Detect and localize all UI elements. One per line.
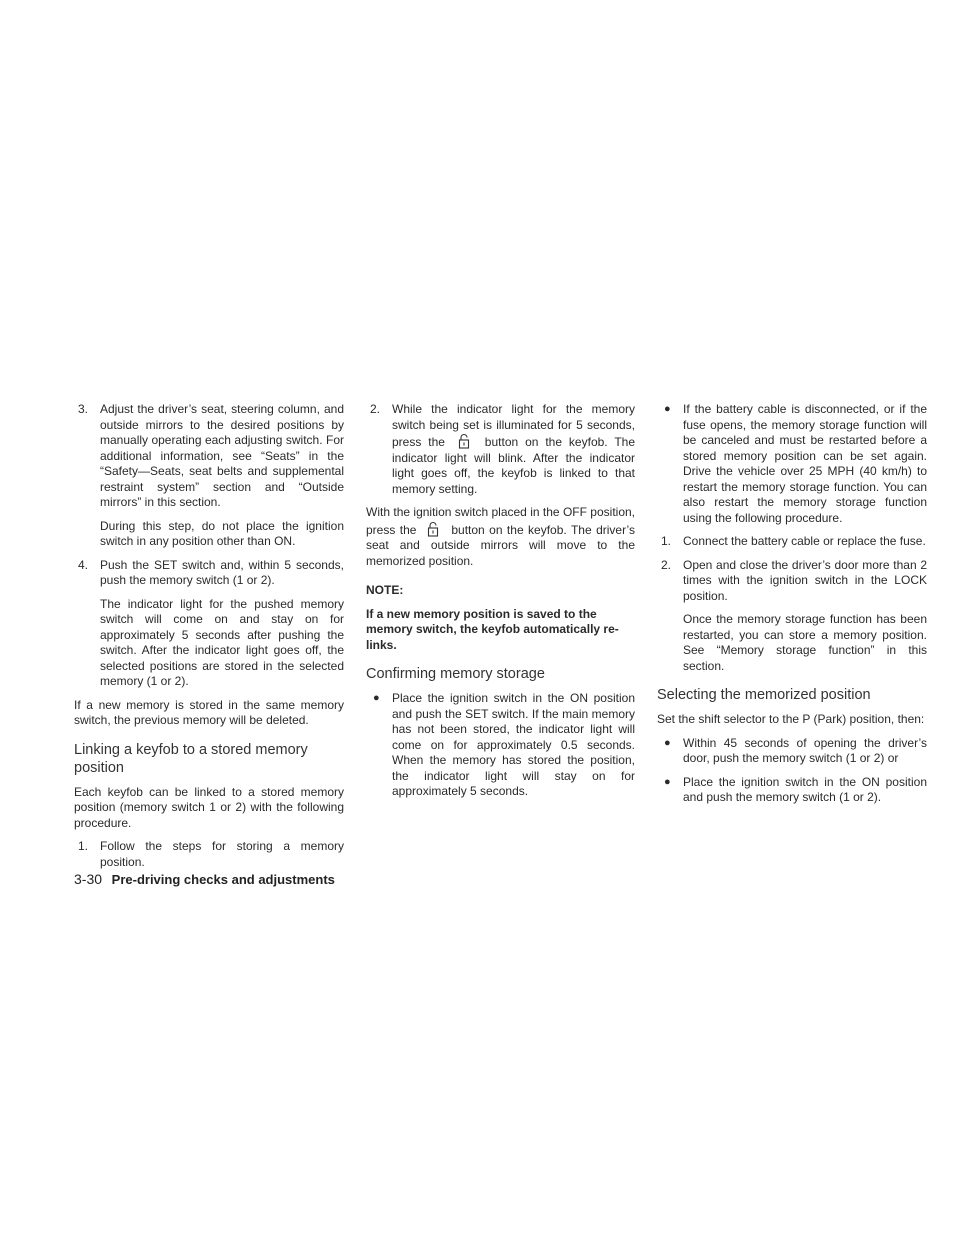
step-note: The indicator light for the pushed memory switch will come on and stay on for approximately 5 seconds after pushing the switch. After the indicator light goes off, the selected positions are stored in the selected memory (1 or 2). [100,596,344,688]
step-text-b: button on the keyfob. The indicator light will blink. After the indicator light goes off, the keyfob is linked to that memory setting. [392,435,635,496]
list-item [657,534,927,550]
step-number: 4. [78,557,89,572]
note-text: If a new memory position is saved to the memory switch, the keyfob automatically re-links. [366,606,619,652]
bullet-text: If the battery cable is disconnected, or if the fuse opens, the memory storage function will be canceled and must be restarted before a stored memory position can be set again. Drive the vehicle over 25 MPH (40 km/h) to restart the memory storage function. You can also restart the memory storage function using the following procedure. [683,402,927,525]
column-right [657,402,927,814]
paragraph-text-a: With the ignition switch placed in the OFF position, press the [366,505,635,537]
step-number: 1. [661,534,672,548]
paragraph-select: Set the shift selector to the P (Park) position, then: [657,712,925,726]
paragraph-ignition-off [366,505,635,569]
heading-select-position: Selecting the memorized position [657,687,871,703]
list-item [657,402,927,526]
step-number: 2. [661,557,672,572]
section-title: Pre-driving checks and adjustments [111,872,335,887]
column-left [74,402,344,878]
unlock-keyfob-icon [427,521,439,537]
column-middle [366,402,635,808]
page-footer [74,871,335,887]
bullet-text: Place the ignition switch in the ON position and push the SET switch. If the main memory has not been stored, the indicator light will come on for approximately 0.5 seconds. When the memory has stored the position, the indicator light will stay on for approximately 5 seconds. [392,691,635,798]
step-number: 2. [370,402,381,416]
paragraph-link-keyfob: Each keyfob can be linked to a stored memory position (memory switch 1 or 2) with the following procedure. [74,784,344,830]
step-text-a: While the indicator light for the memory switch being set is illuminated for 5 seconds, press the [392,402,635,449]
step-text: Adjust the driver’s seat, steering column, and outside mirrors to the desired positions by manually operating each adjusting switch. For additional information, see “Seats” in the “Safety—Seats, seat belts and supplemental restraint system” section and “Outside mirrors” in this section. [100,402,344,509]
step-number: 1. [78,839,89,853]
list-item [74,402,344,511]
page-number: 3-30 [74,871,103,887]
step-number: 3. [78,402,89,416]
list-item [74,558,344,589]
bullet-text: Place the ignition switch in the ON position and push the memory switch (1 or 2). [683,774,927,804]
bullet-icon: ● [664,736,671,749]
step-text: Push the SET switch and, within 5 seconds, push the memory switch (1 or 2). [100,557,344,587]
list-item [657,558,927,605]
list-item [657,775,927,806]
step-note: Once the memory storage function has been restarted, you can store a memory position. See “Memory storage function” in this section. [683,612,927,673]
paragraph-overwrite: If a new memory is stored in the same memory switch, the previous memory will be deleted. [74,697,344,727]
list-item [366,691,635,800]
note-heading: NOTE: [366,583,404,597]
step-text: Connect the battery cable or replace the fuse. [683,534,926,548]
list-item [657,736,927,767]
unlock-keyfob-icon [458,433,470,449]
list-item [74,839,344,870]
step-text: Open and close the driver’s door more than 2 times with the ignition switch in the LOCK position. [683,557,927,603]
heading-link-keyfob: Linking a keyfob to a stored memory position [74,741,308,776]
bullet-icon: ● [373,692,380,704]
bullet-text: Within 45 seconds of opening the driver’s door, push the memory switch (1 or 2) or [683,735,927,765]
heading-confirm-storage: Confirming memory storage [366,666,545,682]
paragraph-text-b: button on the keyfob. The driver’s seat and outside mirrors will move to the memorized position. [366,522,635,568]
step-note: During this step, do not place the ignition switch in any position other than ON. [100,518,344,548]
list-item [366,402,635,497]
bullet-icon: ● [664,403,671,415]
bullet-icon: ● [664,775,671,788]
step-text: Follow the steps for storing a memory position. [100,839,344,869]
